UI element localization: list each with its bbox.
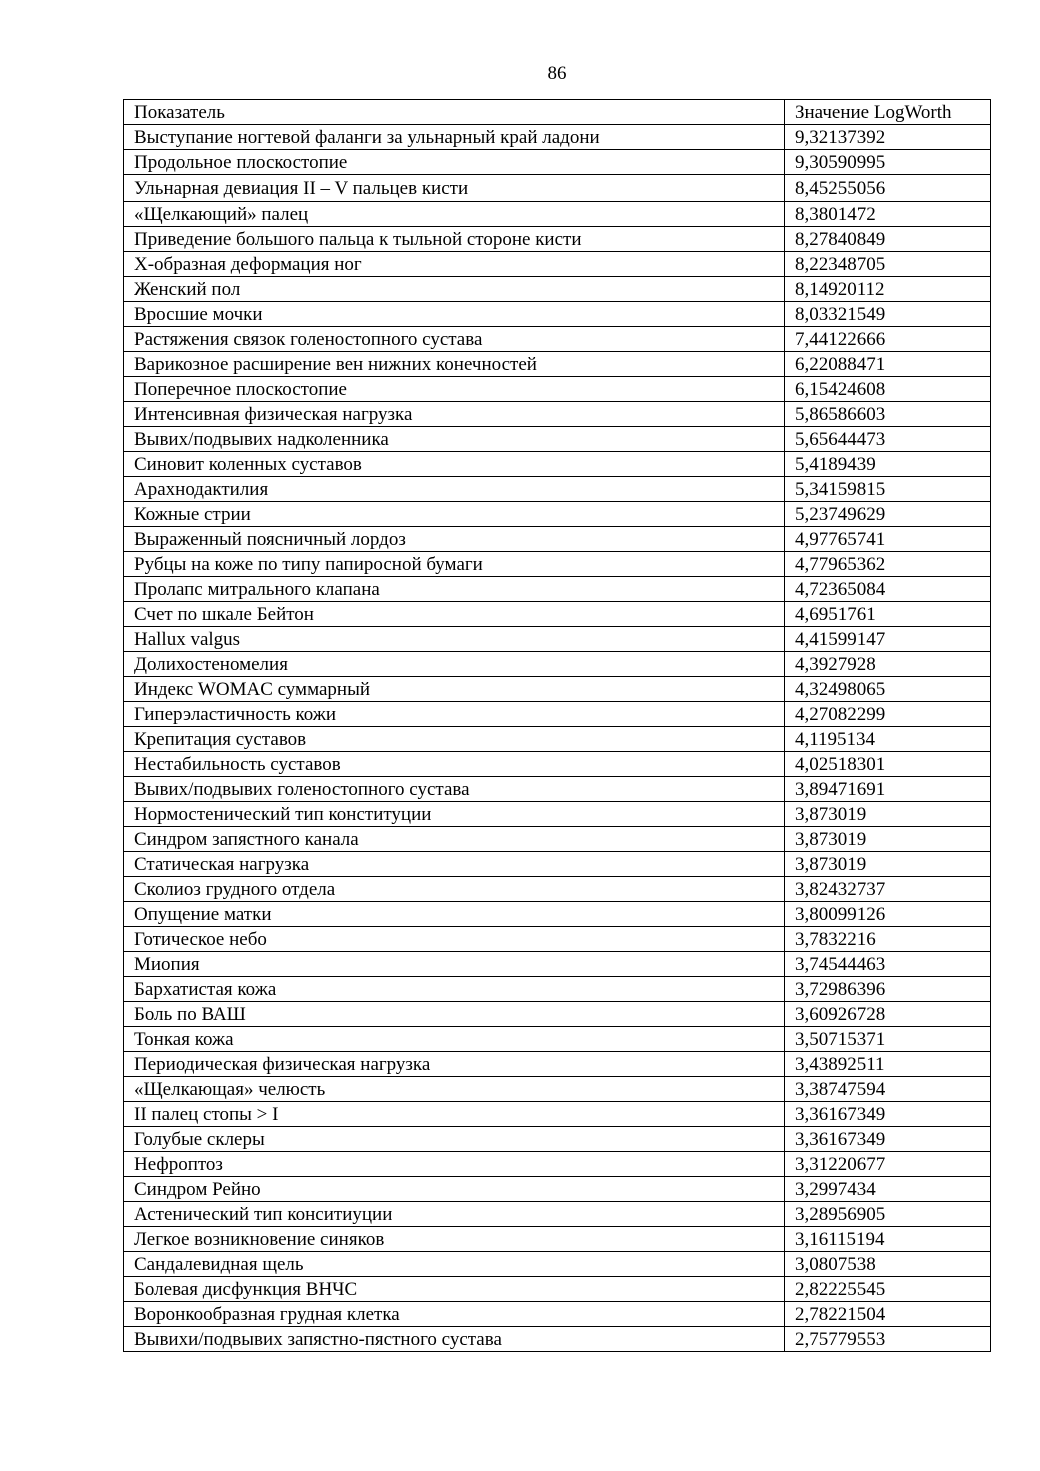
table-row (124, 927, 991, 952)
table-row (124, 502, 991, 527)
table-row (124, 727, 991, 752)
table-row (124, 1102, 991, 1127)
table-row (124, 1227, 991, 1252)
table-row (124, 402, 991, 427)
logworth-value-cell: 3,28956905 (785, 1202, 991, 1227)
table-row (124, 852, 991, 877)
logworth-value-cell: 2,82225545 (785, 1277, 991, 1302)
table-row (124, 327, 991, 352)
logworth-value-cell: 8,03321549 (785, 302, 991, 327)
logworth-value-cell: 3,80099126 (785, 902, 991, 927)
table-row (124, 977, 991, 1002)
logworth-value-cell: 3,60926728 (785, 1002, 991, 1027)
table-row (124, 1302, 991, 1327)
indicator-cell: Женский пол (124, 277, 785, 302)
table-row (124, 352, 991, 377)
table-row (124, 627, 991, 652)
logworth-value-cell: 4,1195134 (785, 727, 991, 752)
indicator-cell: Периодическая физическая нагрузка (124, 1052, 785, 1077)
indicator-cell: Бархатистая кожа (124, 977, 785, 1002)
indicator-cell: Воронкообразная грудная клетка (124, 1302, 785, 1327)
logworth-value-cell: 4,02518301 (785, 752, 991, 777)
indicator-cell: Гиперэластичность кожи (124, 702, 785, 727)
logworth-value-cell: 4,6951761 (785, 602, 991, 627)
logworth-value-cell: 8,14920112 (785, 277, 991, 302)
logworth-value-cell: 3,873019 (785, 827, 991, 852)
indicator-cell: Hallux valgus (124, 627, 785, 652)
table-row (124, 802, 991, 827)
logworth-value-cell: 5,34159815 (785, 477, 991, 502)
header-logworth: Значение LogWorth (785, 100, 991, 125)
logworth-value-cell: 4,3927928 (785, 652, 991, 677)
indicator-cell: Вывихи/подвывих запястно-пястного сустава (124, 1327, 785, 1352)
logworth-value-cell: 3,74544463 (785, 952, 991, 977)
table-row (124, 227, 991, 252)
table-row (124, 1002, 991, 1027)
table-row (124, 277, 991, 302)
logworth-value-cell: 4,72365084 (785, 577, 991, 602)
table-row (124, 150, 991, 175)
logworth-value-cell: 8,3801472 (785, 202, 991, 227)
table-row (124, 1277, 991, 1302)
logworth-value-cell: 3,50715371 (785, 1027, 991, 1052)
logworth-value-cell: 3,0807538 (785, 1252, 991, 1277)
indicator-cell: Рубцы на коже по типу папиросной бумаги (124, 552, 785, 577)
indicator-cell: Вывих/подвывих надколенника (124, 427, 785, 452)
indicator-cell: Ульнарная девиация II – V пальцев кисти (124, 175, 785, 202)
table-row (124, 252, 991, 277)
logworth-value-cell: 4,77965362 (785, 552, 991, 577)
indicator-cell: Варикозное расширение вен нижних конечностей (124, 352, 785, 377)
indicator-cell: Голубые склеры (124, 1127, 785, 1152)
logworth-value-cell: 3,31220677 (785, 1152, 991, 1177)
table-row (124, 552, 991, 577)
logworth-value-cell: 2,75779553 (785, 1327, 991, 1352)
table-row (124, 577, 991, 602)
logworth-value-cell: 6,22088471 (785, 352, 991, 377)
indicator-cell: «Щелкающий» палец (124, 202, 785, 227)
table-row (124, 652, 991, 677)
indicator-cell: Синдром Рейно (124, 1177, 785, 1202)
table-row (124, 952, 991, 977)
indicator-cell: Легкое возникновение синяков (124, 1227, 785, 1252)
indicator-cell: Поперечное плоскостопие (124, 377, 785, 402)
logworth-value-cell: 3,2997434 (785, 1177, 991, 1202)
indicator-cell: Кожные стрии (124, 502, 785, 527)
table-row (124, 1202, 991, 1227)
page-number: 86 (547, 63, 567, 84)
table-row (124, 427, 991, 452)
table-row (124, 902, 991, 927)
logworth-value-cell: 6,15424608 (785, 377, 991, 402)
header-indicator: Показатель (124, 100, 785, 125)
indicator-cell: Вывих/подвывих голеностопного сустава (124, 777, 785, 802)
logworth-value-cell: 7,44122666 (785, 327, 991, 352)
table-row (124, 452, 991, 477)
table-row (124, 677, 991, 702)
table-row (124, 1127, 991, 1152)
indicator-cell: Индекс WOMAC суммарный (124, 677, 785, 702)
table-row (124, 302, 991, 327)
indicator-cell: Х-образная деформация ног (124, 252, 785, 277)
indicator-cell: II палец стопы > I (124, 1102, 785, 1127)
table-header-row (124, 100, 991, 125)
table-body (124, 125, 991, 1352)
indicator-cell: Сколиоз грудного отдела (124, 877, 785, 902)
indicator-cell: Нестабильность суставов (124, 752, 785, 777)
table-row (124, 377, 991, 402)
table-row (124, 1077, 991, 1102)
logworth-value-cell: 4,32498065 (785, 677, 991, 702)
indicator-cell: Интенсивная физическая нагрузка (124, 402, 785, 427)
indicator-cell: Приведение большого пальца к тыльной стороне кисти (124, 227, 785, 252)
logworth-value-cell: 8,27840849 (785, 227, 991, 252)
indicator-cell: Опущение матки (124, 902, 785, 927)
logworth-value-cell: 5,65644473 (785, 427, 991, 452)
indicator-cell: Сандалевидная щель (124, 1252, 785, 1277)
table-row (124, 202, 991, 227)
indicator-cell: Статическая нагрузка (124, 852, 785, 877)
table-row (124, 1327, 991, 1352)
table-row (124, 527, 991, 552)
table-row (124, 752, 991, 777)
indicator-cell: Нефроптоз (124, 1152, 785, 1177)
logworth-value-cell: 3,89471691 (785, 777, 991, 802)
indicator-cell: Синовит коленных суставов (124, 452, 785, 477)
logworth-value-cell: 2,78221504 (785, 1302, 991, 1327)
indicator-cell: Болевая дисфункция ВНЧС (124, 1277, 785, 1302)
indicator-cell: Крепитация суставов (124, 727, 785, 752)
indicator-cell: Синдром запястного канала (124, 827, 785, 852)
logworth-value-cell: 8,45255056 (785, 175, 991, 202)
logworth-value-cell: 3,16115194 (785, 1227, 991, 1252)
indicator-cell: Выраженный поясничный лордоз (124, 527, 785, 552)
table-row (124, 777, 991, 802)
logworth-value-cell: 4,41599147 (785, 627, 991, 652)
logworth-value-cell: 5,4189439 (785, 452, 991, 477)
table-row (124, 1052, 991, 1077)
indicator-cell: Боль по ВАШ (124, 1002, 785, 1027)
table-row (124, 877, 991, 902)
indicator-cell: Растяжения связок голеностопного сустава (124, 327, 785, 352)
indicator-cell: «Щелкающая» челюсть (124, 1077, 785, 1102)
logworth-value-cell: 3,82432737 (785, 877, 991, 902)
indicator-cell: Долихостеномелия (124, 652, 785, 677)
logworth-value-cell: 3,7832216 (785, 927, 991, 952)
indicator-cell: Нормостенический тип конституции (124, 802, 785, 827)
table-row (124, 1027, 991, 1052)
table-row (124, 602, 991, 627)
logworth-value-cell: 9,30590995 (785, 150, 991, 175)
table-row (124, 1152, 991, 1177)
indicator-cell: Выступание ногтевой фаланги за ульнарный край ладони (124, 125, 785, 150)
indicator-cell: Миопия (124, 952, 785, 977)
indicator-cell: Тонкая кожа (124, 1027, 785, 1052)
logworth-value-cell: 3,36167349 (785, 1102, 991, 1127)
logworth-value-cell: 3,873019 (785, 802, 991, 827)
indicator-cell: Продольное плоскостопие (124, 150, 785, 175)
logworth-value-cell: 3,873019 (785, 852, 991, 877)
logworth-value-cell: 3,72986396 (785, 977, 991, 1002)
table-row (124, 827, 991, 852)
table-row (124, 1252, 991, 1277)
table-row (124, 125, 991, 150)
table-row (124, 477, 991, 502)
logworth-value-cell: 3,38747594 (785, 1077, 991, 1102)
table-row (124, 702, 991, 727)
table-row (124, 1177, 991, 1202)
logworth-value-cell: 3,43892511 (785, 1052, 991, 1077)
logworth-value-cell: 5,86586603 (785, 402, 991, 427)
logworth-value-cell: 3,36167349 (785, 1127, 991, 1152)
indicator-cell: Пролапс митрального клапана (124, 577, 785, 602)
logworth-value-cell: 8,22348705 (785, 252, 991, 277)
logworth-table (123, 99, 991, 1352)
table-row (124, 175, 991, 202)
logworth-value-cell: 4,27082299 (785, 702, 991, 727)
indicator-cell: Вросшие мочки (124, 302, 785, 327)
indicator-cell: Готическое небо (124, 927, 785, 952)
logworth-value-cell: 9,32137392 (785, 125, 991, 150)
indicator-cell: Счет по шкале Бейтон (124, 602, 785, 627)
logworth-value-cell: 4,97765741 (785, 527, 991, 552)
indicator-cell: Арахнодактилия (124, 477, 785, 502)
logworth-value-cell: 5,23749629 (785, 502, 991, 527)
indicator-cell: Астенический тип конситиуции (124, 1202, 785, 1227)
